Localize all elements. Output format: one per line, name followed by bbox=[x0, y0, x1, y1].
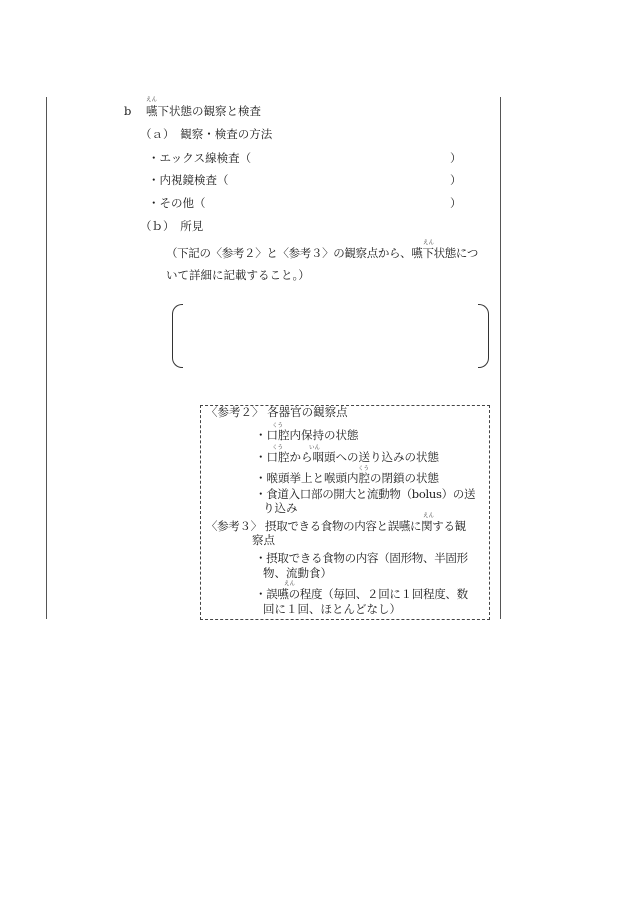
ref3-item1: ・摂取できる食物の内容（固形物、半固形 bbox=[255, 551, 468, 565]
method-xray-label: ・エックス線検査（ bbox=[148, 151, 252, 165]
ref2-item2: ・口腔から咽頭への送り込みの状態 bbox=[255, 450, 439, 464]
ref2-item2-ruby2: いん bbox=[309, 445, 321, 451]
findings-instruction-line2: いて詳細に記載すること。） bbox=[166, 268, 310, 282]
ref2-title: 〈参考２〉 各器官の観察点 bbox=[206, 405, 348, 419]
section-label: b bbox=[124, 104, 132, 118]
findings-area-right-bracket bbox=[478, 304, 489, 368]
methods-heading: （ａ） 観察・検査の方法 bbox=[140, 127, 273, 141]
ref3-item1-cont: 物、流動食） bbox=[263, 566, 332, 580]
ref2-item1-ruby: くう bbox=[272, 423, 284, 429]
ref3-item2: ・誤嚥の程度（毎回、２回に１回程度、数 bbox=[255, 587, 468, 601]
method-endoscopy-close: ） bbox=[450, 173, 462, 187]
section-title-ruby: えん bbox=[146, 97, 158, 103]
ref3-title-line2: 察点 bbox=[252, 533, 275, 547]
findings-area-left-bracket bbox=[172, 304, 183, 368]
method-endoscopy-label: ・内視鏡検査（ bbox=[148, 173, 229, 187]
ref2-item2-ruby: くう bbox=[272, 445, 284, 451]
section-title: 嚥下状態の観察と検査 bbox=[146, 104, 261, 118]
ref3-title-ruby: えん bbox=[423, 513, 435, 519]
right-margin-line bbox=[500, 97, 501, 619]
ref2-item3-ruby: くう bbox=[358, 466, 370, 472]
findings-instruction-line1: （下記の〈参考２〉と〈参考３〉の観察点から、嚥下状態につ bbox=[166, 246, 478, 260]
ref3-item2-ruby: えん bbox=[284, 581, 296, 587]
ref2-item4: ・食道入口部の開大と流動物（bolus）の送 bbox=[255, 487, 476, 501]
ref3-item2-cont: 回に１回、ほとんどなし） bbox=[263, 602, 401, 616]
left-margin-line bbox=[46, 97, 47, 619]
method-xray-close: ） bbox=[450, 151, 462, 165]
ref3-title-line1: 〈参考３〉 摂取できる食物の内容と誤嚥に関する観 bbox=[206, 519, 466, 533]
ref2-item4-cont: り込み bbox=[263, 501, 298, 515]
findings-heading: （ｂ） 所見 bbox=[140, 219, 204, 233]
ref2-item3: ・喉頭挙上と喉頭内腔の閉鎖の状態 bbox=[255, 471, 439, 485]
ref2-item1: ・口腔内保持の状態 bbox=[255, 428, 359, 442]
method-other-label: ・その他（ bbox=[148, 196, 206, 210]
instruction-ruby: えん bbox=[423, 240, 435, 246]
method-other-close: ） bbox=[450, 196, 462, 210]
